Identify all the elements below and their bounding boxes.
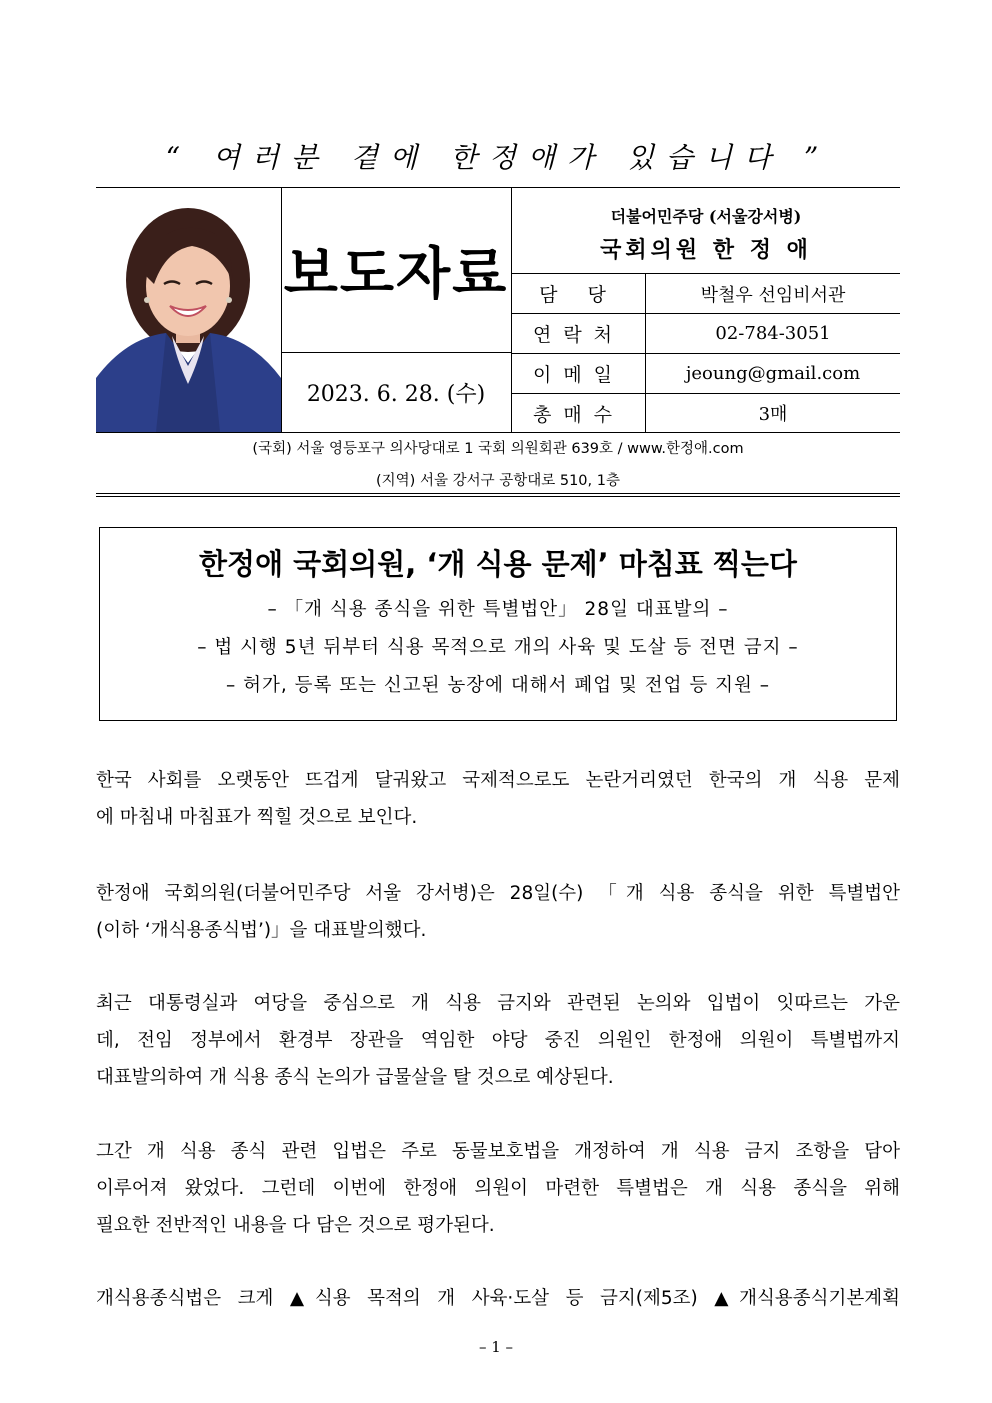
headline-title: 한정애 국회의원, ‘개 식용 문제’ 마침표 찍는다: [199, 547, 797, 581]
slogan: “ 여러분 곁에 한정애가 있습니다 ”: [165, 141, 831, 174]
headline-subtitle: – 허가, 등록 또는 신고된 농장에 대해서 폐업 및 전업 등 지원 –: [226, 675, 770, 696]
body-paragraph: [96, 762, 900, 836]
address-national-assembly: (국회) 서울 영등포구 의사당대로 1 국회 의원회관 639호 / www.한정애.com: [252, 441, 744, 457]
press-release-header: [96, 187, 900, 433]
body-line: (이하 ‘개식용종식법’)」을 대표발의했다.: [96, 920, 427, 941]
body-paragraph: [96, 1133, 900, 1244]
body-line: 최근 대통령실과 여당을 중심으로 개 식용 금지와 관련된 논의와 입법이 잇따르는 가운: [96, 993, 900, 1014]
headline-subtitle: – 법 시행 5년 뒤부터 식용 목적으로 개의 사육 및 도살 등 전면 금지 –: [197, 637, 799, 658]
headline-subtitle: – 「개 식용 종식을 위한 특별법안」 28일 대표발의 –: [267, 599, 729, 620]
party-name: 더불어민주당 (서울강서병): [610, 207, 802, 226]
portrait-photo: [96, 188, 282, 432]
body-line: 데, 전임 정부에서 환경부 장관을 역임한 야당 중진 의원인 한정애 의원이 특별법까지: [96, 1030, 900, 1051]
title-cell: [281, 188, 512, 353]
release-date: 2023. 6. 28. (수): [281, 353, 512, 432]
body-line: 대표발의하여 개 식용 종식 논의가 급물살을 탈 것으로 예상된다.: [96, 1067, 614, 1088]
body-line: 한정애 국회의원(더불어민주당 서울 강서병)은 28일(수) 「개 식용 종식을 위한 특별법안: [96, 883, 900, 904]
info-value: 02-784-3051: [715, 323, 831, 344]
party-cell: [512, 188, 900, 274]
body-paragraph: [96, 875, 900, 949]
contact-row-manager: [512, 274, 900, 314]
member-name: 국회의원 한 정 애: [600, 237, 812, 263]
portrait-illustration: [96, 188, 281, 432]
body-paragraph: [96, 1280, 900, 1317]
headline-box: [99, 527, 897, 721]
divider: [96, 493, 900, 494]
body-paragraph: [96, 985, 900, 1096]
contact-row-phone: [512, 314, 900, 354]
info-label: 연락처: [512, 314, 646, 353]
page-title: 보도자료: [283, 242, 509, 307]
info-label: 총매수: [512, 394, 646, 432]
contact-row-pages: [512, 394, 900, 432]
body-line: 필요한 전반적인 내용을 다 담은 것으로 평가된다.: [96, 1215, 495, 1236]
body-line: 이루어져 왔었다. 그런데 이번에 한정애 의원이 마련한 특별법은 개 식용 종식을 위해: [96, 1178, 900, 1199]
divider: [96, 496, 900, 497]
info-value: 3매: [758, 404, 788, 425]
body-line: 그간 개 식용 종식 관련 입법은 주로 동물보호법을 개정하여 개 식용 금지 조항을 담아: [96, 1141, 900, 1162]
address-local-office: (지역) 서울 강서구 공항대로 510, 1층: [376, 473, 620, 489]
body-line: 에 마침내 마침표가 찍힐 것으로 보인다.: [96, 807, 418, 828]
contact-row-email: [512, 354, 900, 394]
info-label: 담 당: [512, 274, 646, 313]
info-value[interactable]: jeoung@gmail.com: [685, 363, 861, 384]
page-number: – 1 –: [478, 1338, 514, 1356]
body-line: 개식용종식법은 크게 ▲식용 목적의 개 사육·도살 등 금지(제5조) ▲개식용종식기본계획: [96, 1288, 900, 1309]
info-label: 이메일: [512, 354, 646, 393]
body-line: 한국 사회를 오랫동안 뜨겁게 달궈왔고 국제적으로도 논란거리였던 한국의 개 식용 문제: [96, 770, 900, 791]
info-value: 박철우 선임비서관: [700, 284, 846, 306]
